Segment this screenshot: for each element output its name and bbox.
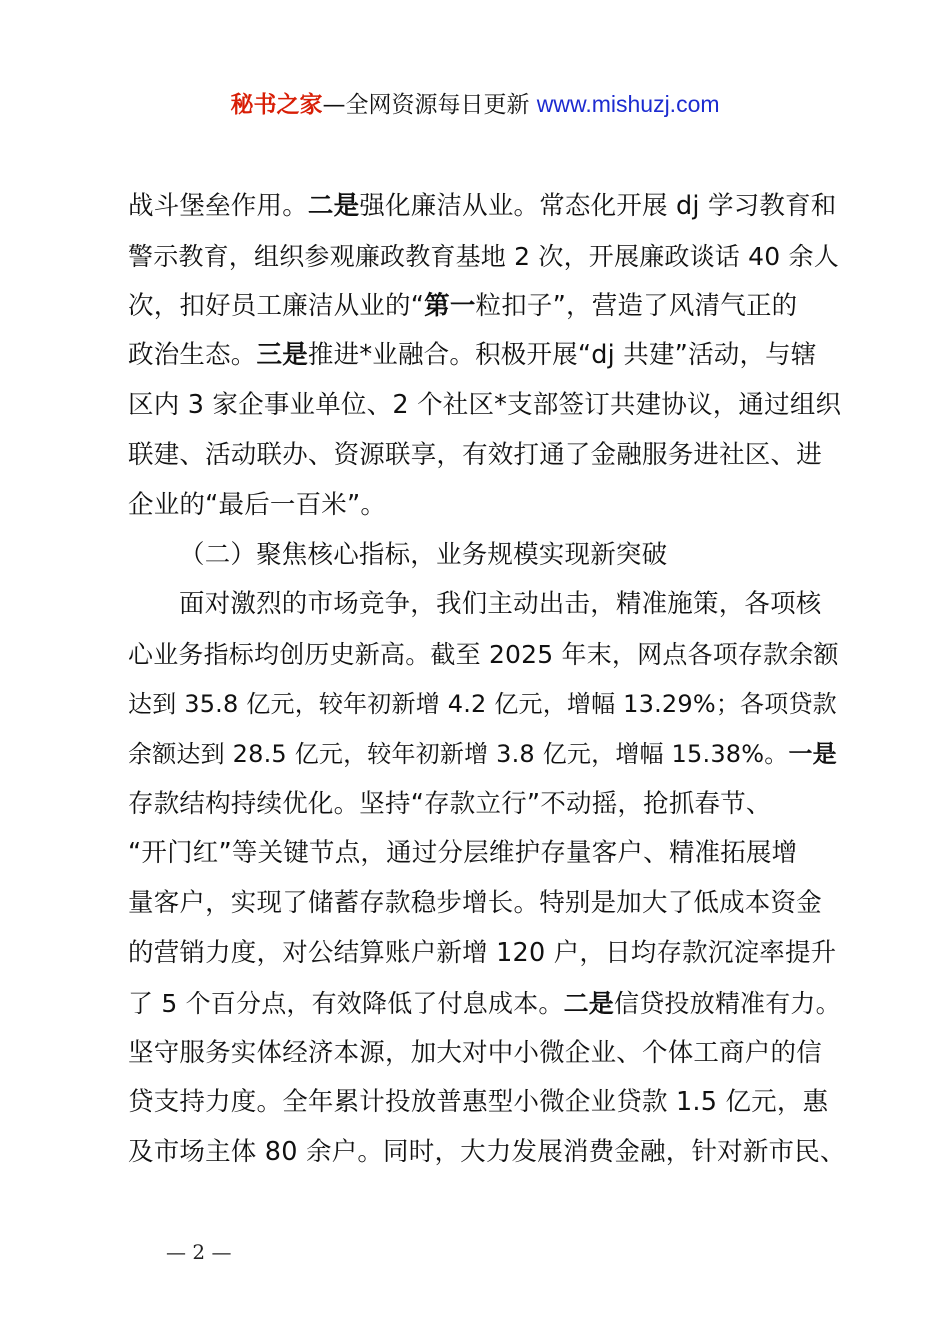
text-line: “开门红”等关键节点，通过分层维护存量客户、精准拓展增 [128, 838, 798, 869]
text-line: 达到 35.8 亿元，较年初新增 4.2 亿元，增幅 13.29%；各项贷款 [128, 689, 837, 718]
text-line: 存款结构持续优化。坚持“存款立行”不动摇，抢抓春节、 [128, 788, 772, 819]
site-header [0, 86, 950, 123]
text-line: 量客户，实现了储蓄存款稳步增长。特别是加大了低成本资金 [128, 888, 822, 919]
section-heading: （二）聚焦核心指标，业务规模实现新突破 [179, 539, 668, 570]
text-line: 坚守服务实体经济本源，加大对中小微企业、个体工商户的信 [128, 1037, 822, 1068]
text-line: 政治生态。三是推进*业融合。积极开展“dj 共建”活动，与辖 [128, 340, 817, 371]
text-line: 次，扣好员工廉洁从业的“第一粒扣子”，营造了风清气正的 [128, 290, 798, 321]
text-line: 区内 3 家企事业单位、2 个社区*支部签订共建协议，通过组织 [128, 390, 842, 421]
site-url[interactable]: www.mishuzj.com [536, 91, 720, 117]
text-line: 企业的“最后一百米”。 [128, 489, 387, 520]
text-line: 心业务指标均创历史新高。截至 2025 年末，网点各项存款余额 [128, 640, 839, 670]
emphasis-label: 第一 [424, 290, 476, 321]
text-line: 联建、活动联办、资源联享，有效打通了金融服务进社区、进 [128, 439, 822, 470]
text-line: 警示教育，组织参观廉政教育基地 2 次，开展廉政谈话 40 余人 [128, 241, 839, 271]
emphasis-label: 一是 [788, 739, 837, 768]
text-line: 了 5 个百分点，有效降低了付息成本。二是信贷投放精准有力。 [128, 988, 841, 1018]
text-line: 面对激烈的市场竞争，我们主动出击，精准施策，各项核 [179, 589, 822, 620]
header-tagline: —全网资源每日更新 [322, 92, 537, 118]
emphasis-label: 二是 [307, 191, 360, 221]
text-line: 及市场主体 80 余户。同时，大力发展消费金融，针对新市民、 [128, 1137, 846, 1168]
brand-name: 秘书之家 [230, 92, 323, 118]
emphasis-label: 二是 [563, 988, 615, 1018]
document-body [128, 182, 848, 1178]
page-number: — 2 — [166, 1240, 232, 1264]
text-line: 的营销力度，对公结算账户新增 120 户，日均存款沉淀率提升 [128, 937, 837, 968]
text-line: 余额达到 28.5 亿元，较年初新增 3.8 亿元，增幅 15.38%。一是 [128, 739, 837, 768]
emphasis-label: 三是 [256, 340, 308, 371]
text-line: 贷支持力度。全年累计投放普惠型小微企业贷款 1.5 亿元，惠 [128, 1087, 829, 1118]
text-line: 战斗堡垒作用。二是强化廉洁从业。常态化开展 dj 学习教育和 [128, 191, 837, 221]
